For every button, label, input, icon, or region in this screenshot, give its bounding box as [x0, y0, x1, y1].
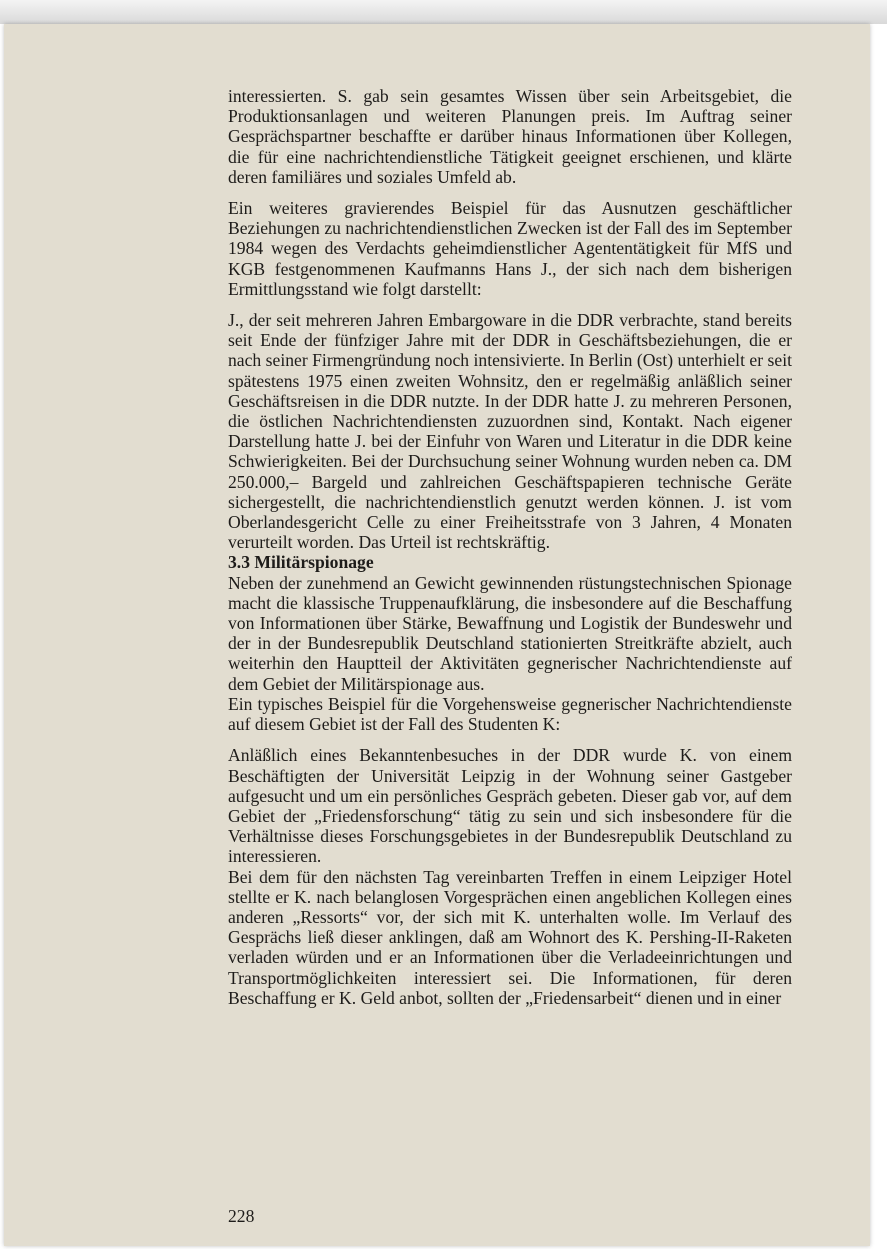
page-body	[228, 86, 792, 1008]
scan-top-edge	[0, 0, 887, 24]
paragraph-case-hans-j: J., der seit mehreren Jahren Embargoware in die DDR verbrachte, stand bereits seit Ende der fünfziger Jahre mit der DDR in Geschäftsbeziehungen, die er nach seiner Firmengründung noch intensivierte. In Berlin (Ost) unterhielt er seit spätestens 1975 einen zweiten Wohnsitz, den er regelmäßig anläßlich seiner Geschäftsreisen in die DDR nutzte. In der DDR hatte J. zu mehreren Personen, die östlichen Nachrichtendiensten zuzuordnen sind, Kontakt. Nach eigener Darstellung hatte J. bei der Einfuhr von Waren und Literatur in die DDR keine Schwierigkeiten. Bei der Durchsuchung seiner Wohnung wurden neben ca. DM 250.000,– Bargeld und zahlreichen Geschäftspapieren technische Geräte sichergestellt, die nachrichtendienstlich genutzt werden können. J. ist vom Oberlandesgericht Celle zu einer Freiheitsstrafe von 3 Jahren, 4 Monaten verurteilt worden. Das Urteil ist rechtskräftig.	[228, 310, 792, 553]
paragraph-continuation: interessierten. S. gab sein gesamtes Wissen über sein Arbeitsgebiet, die Produktionsanlagen und weiteren Planungen preis. Im Auftrag seiner Gesprächspartner beschaffte er darüber hinaus Informationen über Kollegen, die für eine nachrichtendienstliche Tätigkeit geeignet erschienen, und klärte deren familiäres und soziales Umfeld ab.	[228, 86, 792, 187]
paragraph-leipzig-meeting: Bei dem für den nächsten Tag vereinbarten Treffen in einem Leipziger Hotel stellte er K. nach belanglosen Vorgesprächen einen angeblichen Kollegen eines anderen „Ressorts“ vor, der sich mit K. unterhalten wolle. Im Verlauf des Gesprächs ließ dieser anklingen, daß am Wohnort des K. Pershing-II-Raketen verladen würden und er an Informationen über die Verladeeinrichtungen und Transportmöglichkeiten interessiert sei. Die Informationen, für deren Beschaffung er K. Geld anbot, sollten der „Friedensarbeit“ dienen und in einer	[228, 866, 792, 1008]
paragraph-business-example: Ein weiteres gravierendes Beispiel für das Ausnutzen geschäftlicher Beziehungen zu nachrichtendienstlichen Zwecken ist der Fall des im September 1984 wegen des Verdachts geheimdienstlicher Agententätigkeit für MfS und KGB festgenommenen Kaufmanns Hans J., der sich nach dem bisherigen Ermittlungsstand wie folgt darstellt:	[228, 198, 792, 299]
paragraph-military-espionage: Neben der zunehmend an Gewicht gewinnenden rüstungstechnischen Spionage macht die klassische Truppenaufklärung, die insbesondere auf die Beschaffung von Informationen über Stärke, Bewaffnung und Logistik der Bundeswehr und der in der Bundesrepublik Deutschland stationierten Streitkräfte abzielt, auch weiterhin den Hauptteil der Aktivitäten gegnerischer Nachrichtendienste auf dem Gebiet der Militärspionage aus.	[228, 572, 792, 694]
section-heading: 3.3 Militärspionage	[228, 552, 374, 573]
paragraph-typical-example: Ein typisches Beispiel für die Vorgehensweise gegnerischer Nachrichtendienste auf diesem Gebiet ist der Fall des Studenten K:	[228, 693, 792, 735]
paragraph-case-student-k: Anläßlich eines Bekanntenbesuches in der DDR wurde K. von einem Beschäftigten der Universität Leipzig in der Wohnung seiner Gastgeber aufgesucht und um ein persönliches Gespräch gebeten. Dieser gab vor, auf dem Gebiet der „Friedensforschung“ tätig zu sein und sich insbesondere für die Verhältnisse dieses Forschungsgebietes in der Bundesrepublik Deutschland zu interessieren.	[228, 745, 792, 867]
page-number: 228	[228, 1206, 255, 1226]
